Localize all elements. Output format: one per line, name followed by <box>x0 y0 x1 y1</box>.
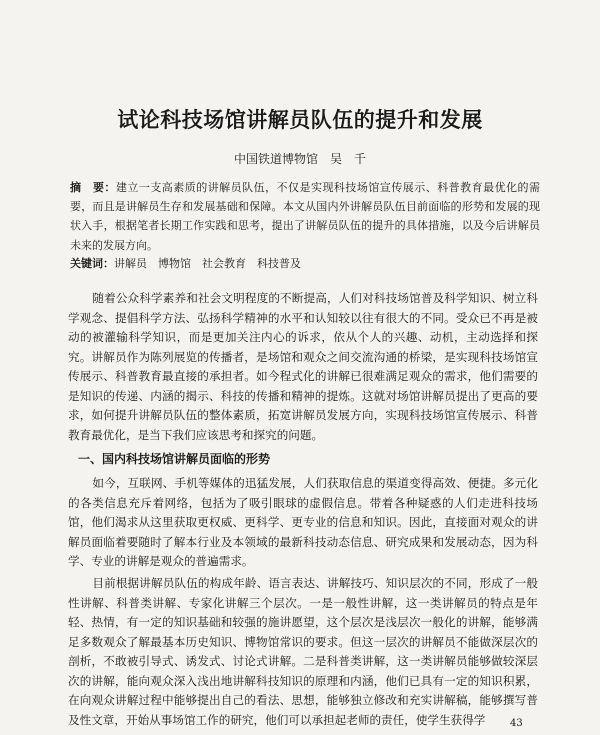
author-line: 中国铁道博物馆 吴 千 <box>233 152 366 166</box>
abstract <box>70 178 540 255</box>
page-number: 43 <box>510 718 523 729</box>
abstract-label: 摘 要： <box>70 181 116 194</box>
body-paragraph: 目前根据讲解员队伍的构成年龄、语言表达、讲解技巧、知识层次的不同，形成了一般性讲解、科普类讲解、专家化讲解三个层次。一是一般性讲解，这一类讲解员的特点是年轻、热情，有一定的知识基础和较强的施讲愿望，这个层次是浅层次一般化的讲解，能够满足多数观众了解最基本历史知识、博物馆常识的要求。但这一层次的讲解员不能做深层次的剖析，不敢被引导式、诱发式、讨论式讲解。二是科普类讲解，这一类讲解员能够做较深层次的讲解，能向观众深入浅出地讲解科技知识的原理和内涵，他们已具有一定的知识积累，在向观众讲解过程中能够提出自己的看法、思想，能够独立修改和充实讲解稿，能够撰写普及性文章，开始从事场馆工作的研究，他们可以承担起老师的责任，使学生获得学 <box>68 576 538 727</box>
paper-title: 试论科技场馆讲解员队伍的提升和发展 <box>117 107 483 132</box>
body-paragraph: 随着公众科学素养和社会文明程度的不断提高，人们对科技场馆普及科学知识、树立科学观念、提倡科学方法、弘扬科学精神的水平和认知较以往有很大的不同。受众已不再是被动的被灌输科学知识，而是更加关注内心的诉求，依从个人的兴趣、动机，主动选择和探究。讲解员作为陈列展览的传播者，是场馆和观众之间交流沟通的桥梁，是实现科技场馆宣传展示、科普教育最直接的承担者。如今程式化的讲解已很难满足观众的需求，他们需要的是知识的传递、内涵的揭示、科技的传播和精神的提炼。这就对场馆讲解员提出了更高的要求，如何提升讲解员队伍的整体素质，拓宽讲解员发展方向，实现科技场馆宣传展示、科普教育最优化，是当下我们应该思考和探究的问题。 <box>68 291 538 442</box>
section-heading: 一、国内科技场馆讲解员面临的形势 <box>78 452 271 466</box>
keywords-label: 关键词： <box>70 257 114 270</box>
keywords <box>70 254 540 273</box>
abstract-text: 建立一支高素质的讲解员队伍，不仅是实现科技场馆宣传展示、科普教育最优化的需要，而且是讲解员生存和发展基础和保障。本文从国内外讲解员队伍目前面临的形势和发展的现状入手，根据笔者长期工作实践和思考，提出了讲解员队伍的提升的具体措施，以及今后讲解员未来的发展方向。 <box>70 181 541 252</box>
body-paragraph: 如今，互联网、手机等媒体的迅猛发展，人们获取信息的渠道变得高效、便捷。多元化的各类信息充斥着网络，包括为了吸引眼球的虚假信息。带着各种疑惑的人们走进科技场馆，他们渴求从这里获取更权威、更科学、更专业的信息和知识。因此，直接面对观众的讲解员面临着要随时了解本行业及本领域的最新科技动态信息、研究成果和发展动态，因为科学、专业的讲解是观众的普遍需求。 <box>68 476 538 569</box>
keywords-text: 讲解员 博物馆 社会教育 科技普及 <box>114 257 301 270</box>
